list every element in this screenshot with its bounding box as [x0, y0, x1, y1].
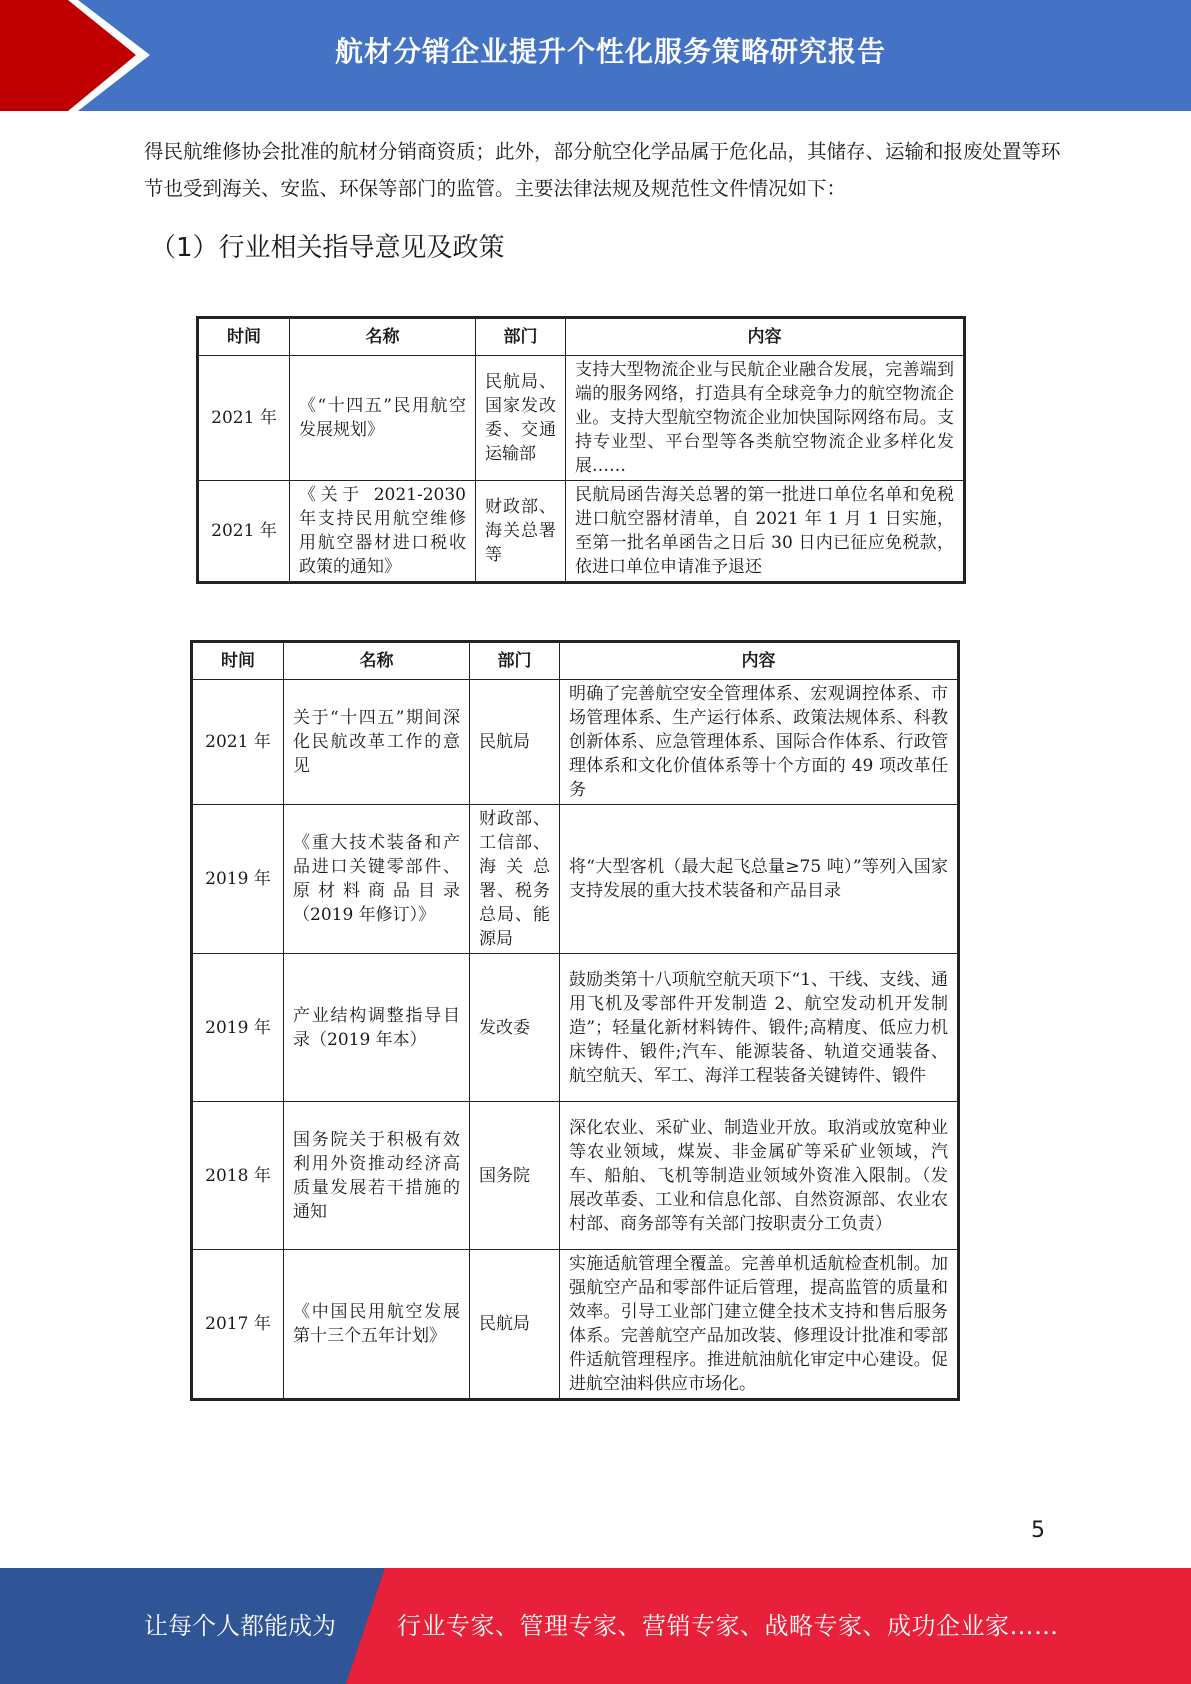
- table-row: [192, 1102, 959, 1250]
- policy-table-2: [190, 640, 960, 1401]
- row-content: 实施适航管理全覆盖。完善单机适航检查机制。加强航空产品和零部件证后管理，提高监管的质量和效率。引导工业部门建立健全技术支持和售后服务体系。完善航空产品加改装、修理设计批准和零部件适航管理程序。推进航油航化审定中心建设。促进航空油料供应市场化。: [560, 1250, 959, 1400]
- table-row: [198, 481, 965, 583]
- row-content: 将“大型客机（最大起飞总量≥75 吨）”等列入国家支持发展的重大技术装备和产品目录: [560, 805, 959, 954]
- row-dept: 民航局、国家发改委、交通运输部: [476, 356, 566, 481]
- column-header-dept: 部门: [476, 318, 566, 356]
- row-dept: 财政部、工信部、海关总署、税务总局、能源局: [470, 805, 560, 954]
- column-header-time: 时间: [198, 318, 290, 356]
- row-year: 2019 年: [192, 954, 284, 1102]
- row-name: 《重大技术装备和产品进口关键零部件、原材料商品目录（2019 年修订）》: [284, 805, 470, 954]
- row-year: 2021 年: [198, 356, 290, 481]
- column-header-name: 名称: [290, 318, 476, 356]
- column-header-dept: 部门: [470, 642, 560, 680]
- table-header-row: [192, 642, 959, 680]
- page-footer: [0, 1568, 1191, 1684]
- column-header-content: 内容: [566, 318, 965, 356]
- footer-slogan-right: 行业专家、管理专家、营销专家、战略专家、成功企业家……: [397, 1612, 1059, 1640]
- row-dept: 民航局: [470, 680, 560, 805]
- page-header: [0, 0, 1191, 111]
- row-dept: 国务院: [470, 1102, 560, 1250]
- intro-paragraph: 得民航维修协会批准的航材分销商资质；此外，部分航空化学品属于危化品，其储存、运输和报废处置等环节也受到海关、安监、环保等部门的监管。主要法律法规及规范性文件情况如下：: [144, 140, 1061, 200]
- column-header-name: 名称: [284, 642, 470, 680]
- row-dept: 民航局: [470, 1250, 560, 1400]
- row-year: 2018 年: [192, 1102, 284, 1250]
- table-header-row: [198, 318, 965, 356]
- table-row: [192, 954, 959, 1102]
- row-dept: 发改委: [470, 954, 560, 1102]
- row-name: 关于“十四五”期间深化民航改革工作的意见: [284, 680, 470, 805]
- column-header-content: 内容: [560, 642, 959, 680]
- row-content: 鼓励类第十八项航空航天项下“1、干线、支线、通用飞机及零部件开发制造 2、航空发动机开发制造”；轻量化新材料铸件、锻件;高精度、低应力机床铸件、锻件;汽车、能源装备、轨道交通装备、航空航天、军工、海洋工程装备关键铸件、锻件: [560, 954, 959, 1102]
- footer-slogan-left: 让每个人都能成为: [144, 1612, 336, 1640]
- row-name: 《关于 2021-2030 年支持民用航空维修用航空器材进口税收政策的通知》: [290, 481, 476, 583]
- row-year: 2019 年: [192, 805, 284, 954]
- row-content: 明确了完善航空安全管理体系、宏观调控体系、市场管理体系、生产运行体系、政策法规体系、科教创新体系、应急管理体系、国际合作体系、行政管理体系和文化价值体系等十个方面的 49 项改革任务: [560, 680, 959, 805]
- row-content: 深化农业、采矿业、制造业开放。取消或放宽种业等农业领域，煤炭、非金属矿等采矿业领域，汽车、船舶、飞机等制造业领域外资准入限制。（发展改革委、工业和信息化部、自然资源部、农业农村部、商务部等有关部门按职责分工负责）: [560, 1102, 959, 1250]
- row-name: 《“十四五”民用航空发展规划》: [290, 356, 476, 481]
- row-year: 2021 年: [198, 481, 290, 583]
- page-number: 5: [1031, 1518, 1045, 1543]
- table-row: [192, 680, 959, 805]
- report-title: 航材分销企业提升个性化服务策略研究报告: [334, 35, 886, 68]
- row-name: 产业结构调整指导目录（2019 年本）: [284, 954, 470, 1102]
- section-heading: （1）行业相关指导意见及政策: [150, 233, 505, 263]
- column-header-time: 时间: [192, 642, 284, 680]
- row-year: 2021 年: [192, 680, 284, 805]
- row-dept: 财政部、海关总署等: [476, 481, 566, 583]
- table-row: [192, 805, 959, 954]
- table-row: [192, 1250, 959, 1400]
- row-content: 民航局函告海关总署的第一批进口单位名单和免税进口航空器材清单，自 2021 年 1 月 1 日实施，至第一批名单函告之日后 30 日内已征应免税款，依进口单位申请准予退还: [566, 481, 965, 583]
- table-row: [198, 356, 965, 481]
- row-year: 2017 年: [192, 1250, 284, 1400]
- row-content: 支持大型物流企业与民航企业融合发展，完善端到端的服务网络，打造具有全球竞争力的航空物流企业。支持大型航空物流企业加快国际网络布局。支持专业型、平台型等各类航空物流企业多样化发展……: [566, 356, 965, 481]
- row-name: 《中国民用航空发展第十三个五年计划》: [284, 1250, 470, 1400]
- row-name: 国务院关于积极有效利用外资推动经济高质量发展若干措施的通知: [284, 1102, 470, 1250]
- policy-table-1: [196, 316, 966, 584]
